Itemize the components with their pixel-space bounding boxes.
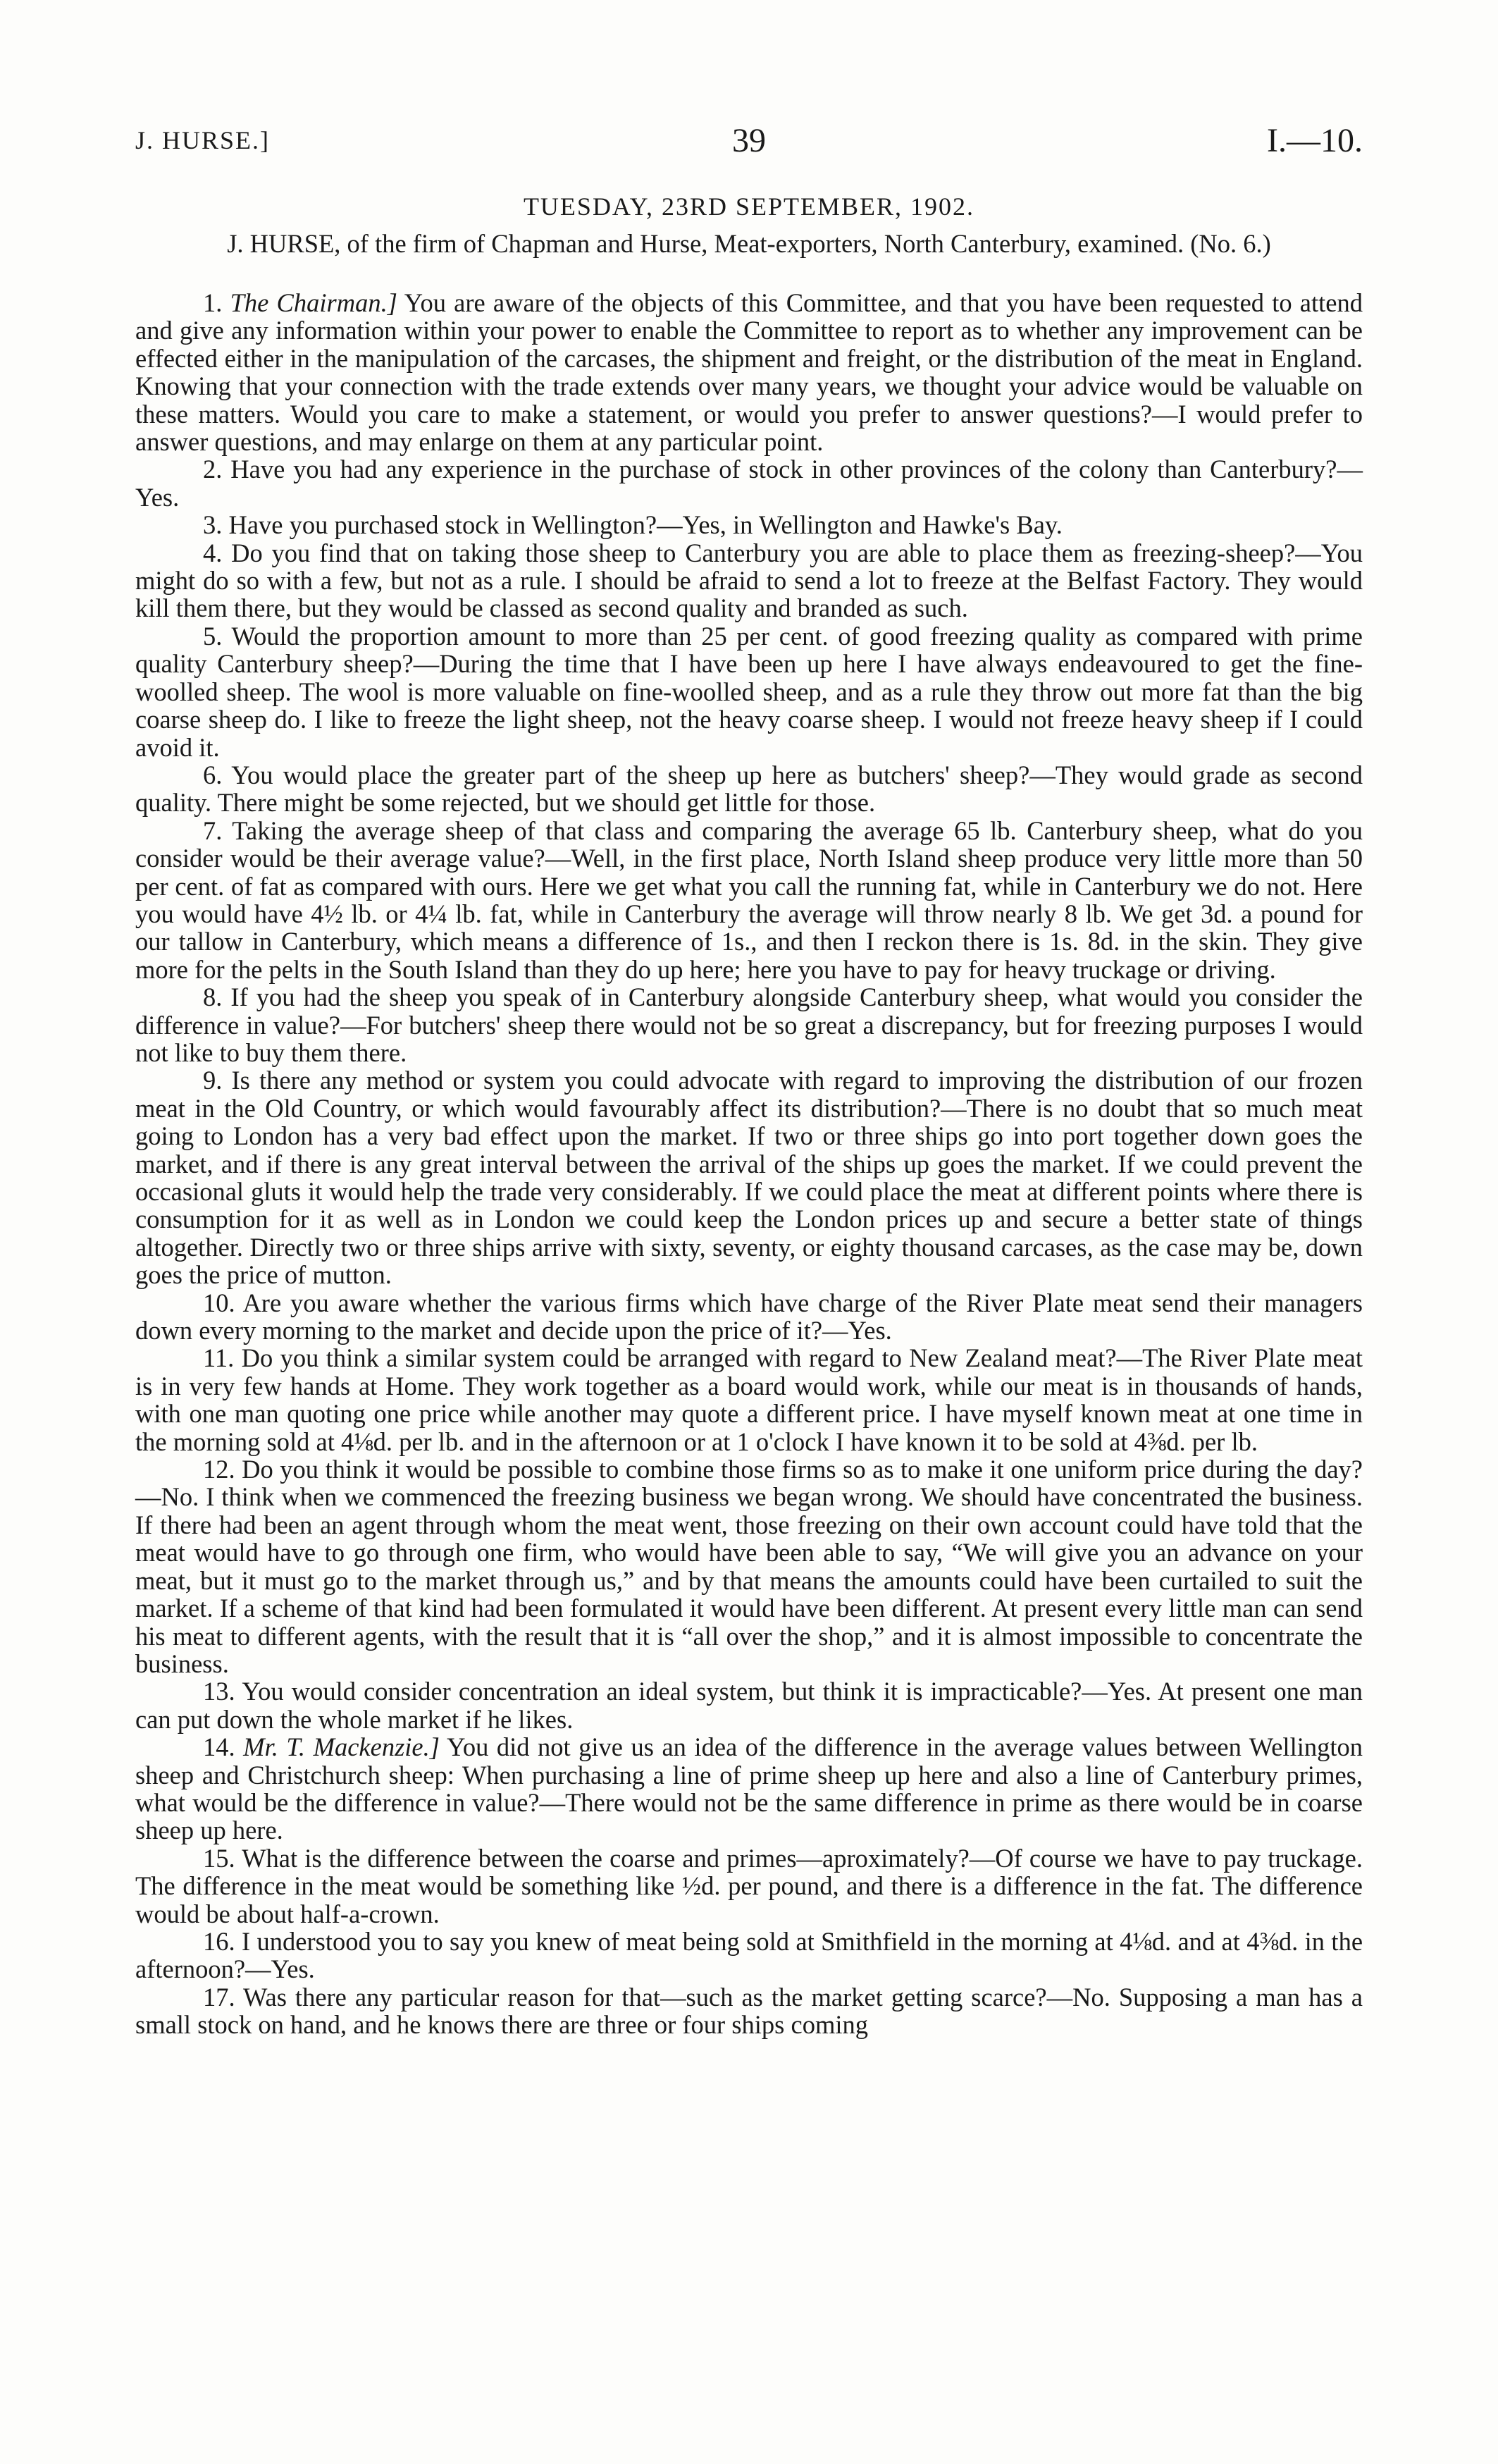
question-number: 1. xyxy=(203,288,223,317)
speaker-name: The Chairman.] xyxy=(230,288,397,317)
witness-line: J. HURSE, of the firm of Chapman and Hurse, Meat-exporters, North Canterbury, examined. (No. 6.) xyxy=(227,229,1271,258)
question-paragraph xyxy=(135,539,1363,622)
evidence-body xyxy=(135,289,1363,2039)
question-text: You would place the greater part of the sheep up here as butchers' sheep?—They would grade as second quality. There might be some rejected, but we should get little for those. xyxy=(135,760,1363,818)
question-paragraph xyxy=(135,817,1363,983)
question-number: 11. xyxy=(203,1343,235,1373)
question-number: 3. xyxy=(203,510,223,540)
question-paragraph xyxy=(135,1455,1363,1677)
question-number: 12. xyxy=(203,1455,235,1484)
question-number: 10. xyxy=(203,1288,235,1317)
question-text: Do you find that on taking those sheep to Canterbury you are able to place them as freezing-sheep?—You might do so with a few, but not as a rule. I should be afraid to send a lot to freeze at the Belfast Factory. They would kill them there, but they would be classed as second quality and branded as such. xyxy=(135,538,1363,623)
question-text: Was there any particular reason for that—such as the market getting scarce?—No. Supposing a man has a small stock on hand, and he knows there are three or four ships coming xyxy=(135,1982,1363,2040)
page-header xyxy=(135,122,1363,168)
question-number: 8. xyxy=(203,982,223,1012)
question-paragraph xyxy=(135,289,1363,455)
question-number: 5. xyxy=(203,621,223,651)
question-paragraph xyxy=(135,1066,1363,1288)
question-paragraph xyxy=(135,761,1363,817)
question-paragraph xyxy=(135,1928,1363,1983)
question-text: Would the proportion amount to more than 25 per cent. of good freezing quality as compared with prime quality Canterbury sheep?—During the time that I have been up here I have always endeavoured to get the fine-woolled sheep. The wool is more valuable on fine-woolled sheep, and as a rule they throw out more fat than the big coarse sheep do. I like to freeze the light sheep, not the heavy coarse sheep. I would not freeze heavy sheep if I could avoid it. xyxy=(135,621,1363,762)
question-text: Is there any method or system you could advocate with regard to improving the distribution of our frozen meat in the Old Country, or which would favourably affect its distribution?—There is no doubt that so much meat going to London has a very bad effect upon the market. If two or three ships go into port together down goes the market, and if there is any great interval between the arrival of the ships up goes the market. If we could prevent the occasional gluts it would help the trade very considerably. If we could place the meat at different points where there is consumption for it as well as in London we could keep the London prices up and secure a better state of things altogether. Directly two or three ships arrive with sixty, seventy, or eighty thousand carcases, as the case may be, down goes the price of mutton. xyxy=(135,1066,1363,1290)
question-number: 14. xyxy=(203,1732,235,1762)
question-paragraph xyxy=(135,1344,1363,1455)
question-text: I understood you to say you knew of meat being sold at Smithfield in the morning at 4⅛d. and at 4⅜d. in the afternoon?—Yes. xyxy=(135,1926,1363,1984)
session-date: TUESDAY, 23RD SEPTEMBER, 1902. xyxy=(523,192,975,221)
speaker-name: Mr. T. Mackenzie.] xyxy=(243,1732,440,1762)
question-text: If you had the sheep you speak of in Canterbury alongside Canterbury sheep, what would you consider the difference in value?—For butchers' sheep there would not be so great a discrepancy, but for freezing purposes I would not like to buy them there. xyxy=(135,982,1363,1067)
header-witness-name: J. HURSE.] xyxy=(135,126,271,154)
question-paragraph xyxy=(135,511,1363,538)
question-number: 9. xyxy=(203,1066,223,1095)
question-text: Do you think it would be possible to combine those firms so as to make it one uniform price during the day?—No. I think when we commenced the freezing business we began wrong. We should have concentrated the business. If there had been an agent through whom the meat went, those freezing on their own account could have told that the meat would have to go through one firm, who would have been able to say, “We will give you an advance on your meat, but it must go to the market through us,” and by that means the amounts could have been curtailed to suit the market. If a scheme of that kind had been formulated it would have been different. At present every little man can send his meat to different agents, with the result that it is “all over the shop,” and it is almost impossible to concentrate the business. xyxy=(135,1455,1363,1678)
question-text: You did not give us an idea of the difference in the average values between Wellington sheep and Christchurch sheep: When purchasing a line of prime sheep up here and also a line of Canterbury primes, what would be the difference in value?—There would not be the same difference in prime as there would be in coarse sheep up here. xyxy=(135,1732,1363,1845)
question-text: You are aware of the objects of this Committee, and that you have been requested to attend and give any information within your power to enable the Committee to report as to whether any improvement can be effected either in the manipulation of the carcases, the shipment and freight, or the distribution of the meat in England. Knowing that your connection with the trade extends over many years, we thought your advice would be valuable on these matters. Would you care to make a statement, or would you prefer to answer questions?—I would prefer to answer questions, and may enlarge on them at any particular point. xyxy=(135,288,1363,457)
question-paragraph xyxy=(135,983,1363,1066)
question-paragraph xyxy=(135,455,1363,511)
question-number: 15. xyxy=(203,1843,235,1873)
question-number: 7. xyxy=(203,815,223,845)
question-paragraph xyxy=(135,1677,1363,1733)
page-number: 39 xyxy=(732,122,766,159)
question-paragraph xyxy=(135,622,1363,761)
question-number: 16. xyxy=(203,1926,235,1956)
question-paragraph xyxy=(135,1983,1363,2039)
question-paragraph xyxy=(135,1844,1363,1928)
question-number: 13. xyxy=(203,1677,235,1706)
question-text: You would consider concentration an ideal system, but think it is impracticable?—Yes. At present one man can put down the whole market if he likes. xyxy=(135,1677,1363,1734)
question-number: 2. xyxy=(203,455,223,484)
question-text: What is the difference between the coarse and primes—aproximately?—Of course we have to pay truckage. The difference in the meat would be something like ½d. per pound, and there is a difference in the fat. The difference would be about half-a-crown. xyxy=(135,1843,1363,1928)
paper-reference: I.—10. xyxy=(1267,122,1363,159)
question-text: Have you had any experience in the purchase of stock in other provinces of the colony than Canterbury?—Yes. xyxy=(135,455,1363,512)
question-text: Do you think a similar system could be arranged with regard to New Zealand meat?—The River Plate meat is in very few hands at Home. They work together as a board would work, while our meat is in thousands of hands, with one man quoting one price while another may quote a different price. I have myself known meat at one time in the morning sold at 4⅛d. per lb. and in the afternoon or at 1 o'clock I have known it to be sold at 4⅜d. per lb. xyxy=(135,1343,1363,1456)
question-number: 4. xyxy=(203,538,223,567)
question-paragraph xyxy=(135,1733,1363,1844)
question-number: 17. xyxy=(203,1982,235,2012)
question-text: Have you purchased stock in Wellington?—Yes, in Wellington and Hawke's Bay. xyxy=(228,510,1063,540)
question-paragraph xyxy=(135,1289,1363,1345)
question-text: Are you aware whether the various firms which have charge of the River Plate meat send their managers down every morning to the market and decide upon the price of it?—Yes. xyxy=(135,1288,1363,1345)
question-text: Taking the average sheep of that class and comparing the average 65 lb. Canterbury sheep, what do you consider would be their average value?—Well, in the first place, North Island sheep produce very little more than 50 per cent. of fat as compared with ours. Here we get what you call the running fat, while in Canterbury we do not. Here you would have 4½ lb. or 4¼ lb. fat, while in Canterbury the average will throw nearly 8 lb. We get 3d. a pound for our tallow in Canterbury, which means a difference of 1s., and then I reckon there is 1s. 8d. in the skin. They give more for the pelts in the South Island than they do up here; here you have to pay for heavy truckage or driving. xyxy=(135,815,1363,984)
question-number: 6. xyxy=(203,760,223,789)
